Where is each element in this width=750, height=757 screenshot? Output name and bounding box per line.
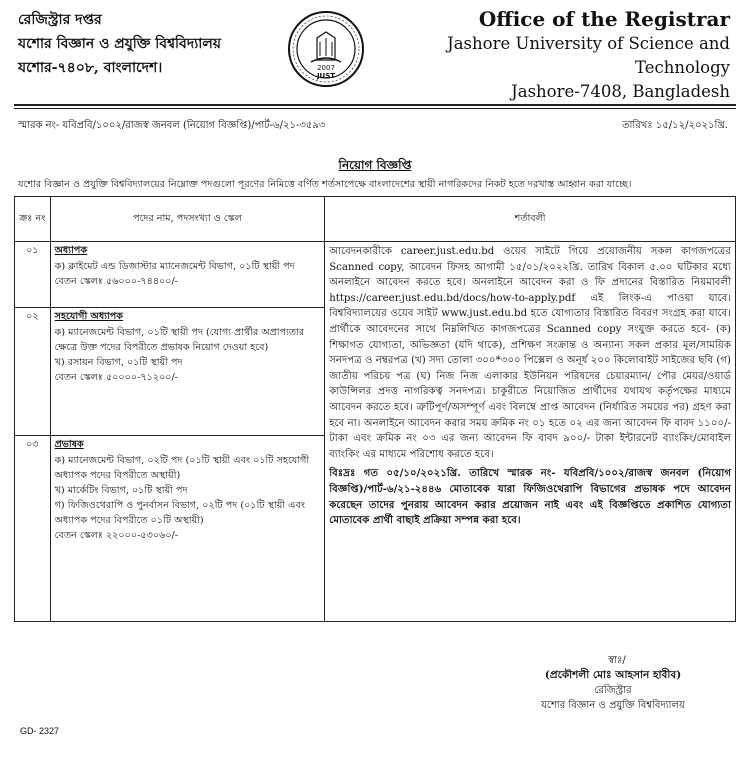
header-serial: ক্রঃ নং bbox=[15, 197, 51, 242]
post-title: অধ্যাপক bbox=[54, 245, 88, 256]
correction-note: বিঃদ্রঃ গত ০৫/১০/২০২১খ্রি. তারিখে স্মারক নং- যবিপ্রবি/১০০২/রাজস্ব জনবল (নিয়োগ বিজ্ঞপ্তি)/পার্ট-৬/২১-২৪৪৬ মোতাবেক যারা ফিজিওথেরাপি বিভাগের প্রভাষক পদে আবেদন করেছেন তাদের পুনরায় আবেদন করার প্রয়োজন নাই এবং এই বিজ্ঞপ্তিতে প্রকাশিত যোগ্যতা মোতাবেক প্রার্থী বাছাই প্রক্রিয়া সম্পন্ন করা হবে। bbox=[329, 467, 731, 527]
row-post bbox=[50, 436, 325, 622]
issue-date: তারিখঃ ১৫/১২/২০২১খ্রি. bbox=[621, 120, 728, 131]
logo-year: 2007 bbox=[317, 64, 335, 72]
circular-title: নিয়োগ বিজ্ঞপ্তি bbox=[338, 158, 412, 172]
post-title: প্রভাষক bbox=[54, 439, 84, 450]
header-conditions: শর্তাবলী bbox=[325, 197, 736, 242]
header-english bbox=[400, 6, 730, 104]
university-seal-logo bbox=[287, 10, 365, 88]
signatory-designation: রেজিস্ট্রার bbox=[594, 685, 632, 696]
row-serial: ০৩ bbox=[15, 436, 51, 622]
header-post: পদের নাম, পদসংখ্যা ও স্কেল bbox=[50, 197, 325, 242]
row-serial: ০১ bbox=[15, 242, 51, 308]
table-row bbox=[15, 242, 736, 308]
header-bn-address: যশোর-৭৪০৮, বাংলাদেশ। bbox=[18, 60, 163, 76]
post-detail: ক) ম্যানেজমেন্ট বিভাগ, ০১টি স্থায়ী পদ (যোগ্য প্রার্থীর অপ্রাপ্যতার ক্ষেত্রে উক্ত পদের বিপরীতে প্রভাষক নিয়োগ দেওয়া হবে) bbox=[54, 327, 305, 353]
posts-table bbox=[14, 196, 736, 622]
header-en-university: Jashore University of Science and Technology bbox=[447, 34, 730, 77]
post-detail: গ) ফিজিওথেরাপি ও পুনর্বাসন বিভাগ, ০২টি পদ (০১টি স্থায়ী এবং অধ্যাপক পদের বিপরীতে ০১টি অস্থায়ী) bbox=[54, 500, 305, 526]
header-bangla bbox=[18, 8, 268, 80]
memo-number: স্মারক নং- যবিপ্রবি/১০০২/রাজস্ব জনবল (নিয়োগ বিজ্ঞপ্তি)/পার্ট-৬/২১-৩৫৯৩ bbox=[18, 120, 326, 131]
post-scale: বেতন স্কেলঃ ৫৬০০০-৭৪৪০০/- bbox=[54, 276, 179, 287]
circular-intro: যশোর বিজ্ঞান ও প্রযুক্তি বিশ্ববিদ্যালয়ের নিম্নোক্ত পদগুলো পূরণের নিমিত্তে বর্ণিত শর্তসাপেক্ষে বাংলাদেশের স্থায়ী নাগরিকদের নিকট হতে দরখাস্ত আহ্বান করা যাচ্ছে। bbox=[18, 179, 632, 190]
conditions-cell bbox=[325, 242, 736, 622]
header-divider bbox=[14, 104, 736, 106]
post-scale: বেতন স্কেলঃ ৫০০০০-৭১২০০/- bbox=[54, 372, 179, 383]
post-detail: খ) রসায়ন বিভাগ, ০১টি স্থায়ী পদ bbox=[54, 357, 183, 368]
signatory-institution: যশোর বিজ্ঞান ও প্রযুক্তি বিশ্ববিদ্যালয় bbox=[541, 700, 685, 711]
header-bn-university: যশোর বিজ্ঞান ও প্রযুক্তি বিশ্ববিদ্যালয় bbox=[18, 36, 222, 52]
conditions-text: আবেদনকারীকে career.just.edu.bd ওয়েব সাইটে গিয়ে প্রয়োজনীয় সকল কাগজপত্রের Scanned copy, আবেদন ফিসহ আগামী ১৫/০১/২০২২খ্রি. তারিখ বিকাল ৫.০০ ঘটিকার মধ্যে অনলাইনে আবেদন করতে হবে। অনলাইনে আবেদন করা ও ফি প্রদানের বিস্তারিত নিয়মাবলী https://career.just.edu.bd/docs/how-to-apply.pdf এই লিংক-এ পাওয়া যাবে। বিশ্ববিদ্যালয়ের ওয়েব সাইট www.just.edu.bd হতে যোগ্যতার বিস্তারিত বিবরণ সংগ্রহ করা যাবে। প্রার্থীকে আবেদনের সাথে নিম্নলিখিত কাগজপত্রের Scanned copy সংযুক্ত করতে হবে- (ক) শিক্ষাগত যোগ্যতা, অভিজ্ঞতা (যদি থাকে), প্রশিক্ষণ সংক্রান্ত ও অন্যান্য সকল প্রকার মূল/সাময়িক সনদপত্র ও নম্বরপত্র (খ) সদ্য তোলা ৩০০*৩০০ পিক্সেল ও অনূর্ধ ২০০ কিলোবাইট সাইজের ছবি (গ) জাতীয় পরিচয় পত্র (ঘ) নিজ নিজ এলাকার ইউনিয়ন পরিষদের চেয়ারম্যান/ পৌর মেয়র/ওয়ার্ড কাউন্সিলর প্রদত্ত নাগরিকত্ব সনদপত্র। চাকুরীতে নিয়োজিত প্রার্থীদের যথাযথ কর্তৃপক্ষের মাধ্যমে আবেদন করতে হবে। ত্রুটিপূর্ণ/অসম্পূর্ণ এবং বিলম্বে প্রাপ্ত আবেদন (নির্ধারিত সময়ের পর) গ্রহণ করা হবে না। অনলাইনে আবেদন করার সময় ক্রমিক নং ০১ হতে ০২ এর জন্য আবেদন ফি বাবদ ১১০০/- টাকা এবং ক্রমিক নং ০৩ এর জন্য আবেদন ফি বাবদ ৯০০/- টাকা ইন্টারনেট ব্যাংকিং/মোবাইল ব্যাংকিং এর মাধ্যমে পরিশোধ করতে হবে। bbox=[329, 246, 731, 460]
header-en-office: Office of the Registrar bbox=[478, 7, 730, 31]
row-post bbox=[50, 242, 325, 308]
post-detail: ক) ম্যানেজমেন্ট বিভাগ, ০২টি পদ (০১টি স্থায়ী এবং ০১টি সহযোগী অধ্যাপক পদের বিপরীতে অস্থায়ী) bbox=[54, 455, 310, 481]
footer-code: GD- 2327 bbox=[20, 726, 60, 736]
post-title: সহযোগী অধ্যাপক bbox=[54, 311, 124, 322]
post-detail: ক) ক্লাইমেট এন্ড ডিজাস্টার ম্যানেজমেন্ট বিভাগ, ০১টি স্থায়ী পদ bbox=[54, 261, 295, 272]
post-detail: খ) মার্কেটিং বিভাগ, ০১টি স্থায়ী পদ bbox=[54, 485, 188, 496]
signatory-name: (প্রকৌশলী মোঃ আহসান হাবীব) bbox=[544, 669, 682, 681]
logo-abbr: JUST bbox=[316, 72, 336, 80]
header-divider-thin bbox=[14, 108, 736, 109]
post-scale: বেতন স্কেলঃ ২২০০০-৫৩০৬০/- bbox=[54, 530, 179, 541]
table-header-row bbox=[15, 197, 736, 242]
row-serial: ০২ bbox=[15, 308, 51, 436]
header-bn-office: রেজিস্ট্রার দপ্তর bbox=[18, 12, 102, 28]
row-post bbox=[50, 308, 325, 436]
signature-block bbox=[508, 653, 718, 713]
header-en-address: Jashore-7408, Bangladesh bbox=[511, 82, 730, 101]
signature-sd: স্বাঃ/ bbox=[608, 655, 626, 666]
